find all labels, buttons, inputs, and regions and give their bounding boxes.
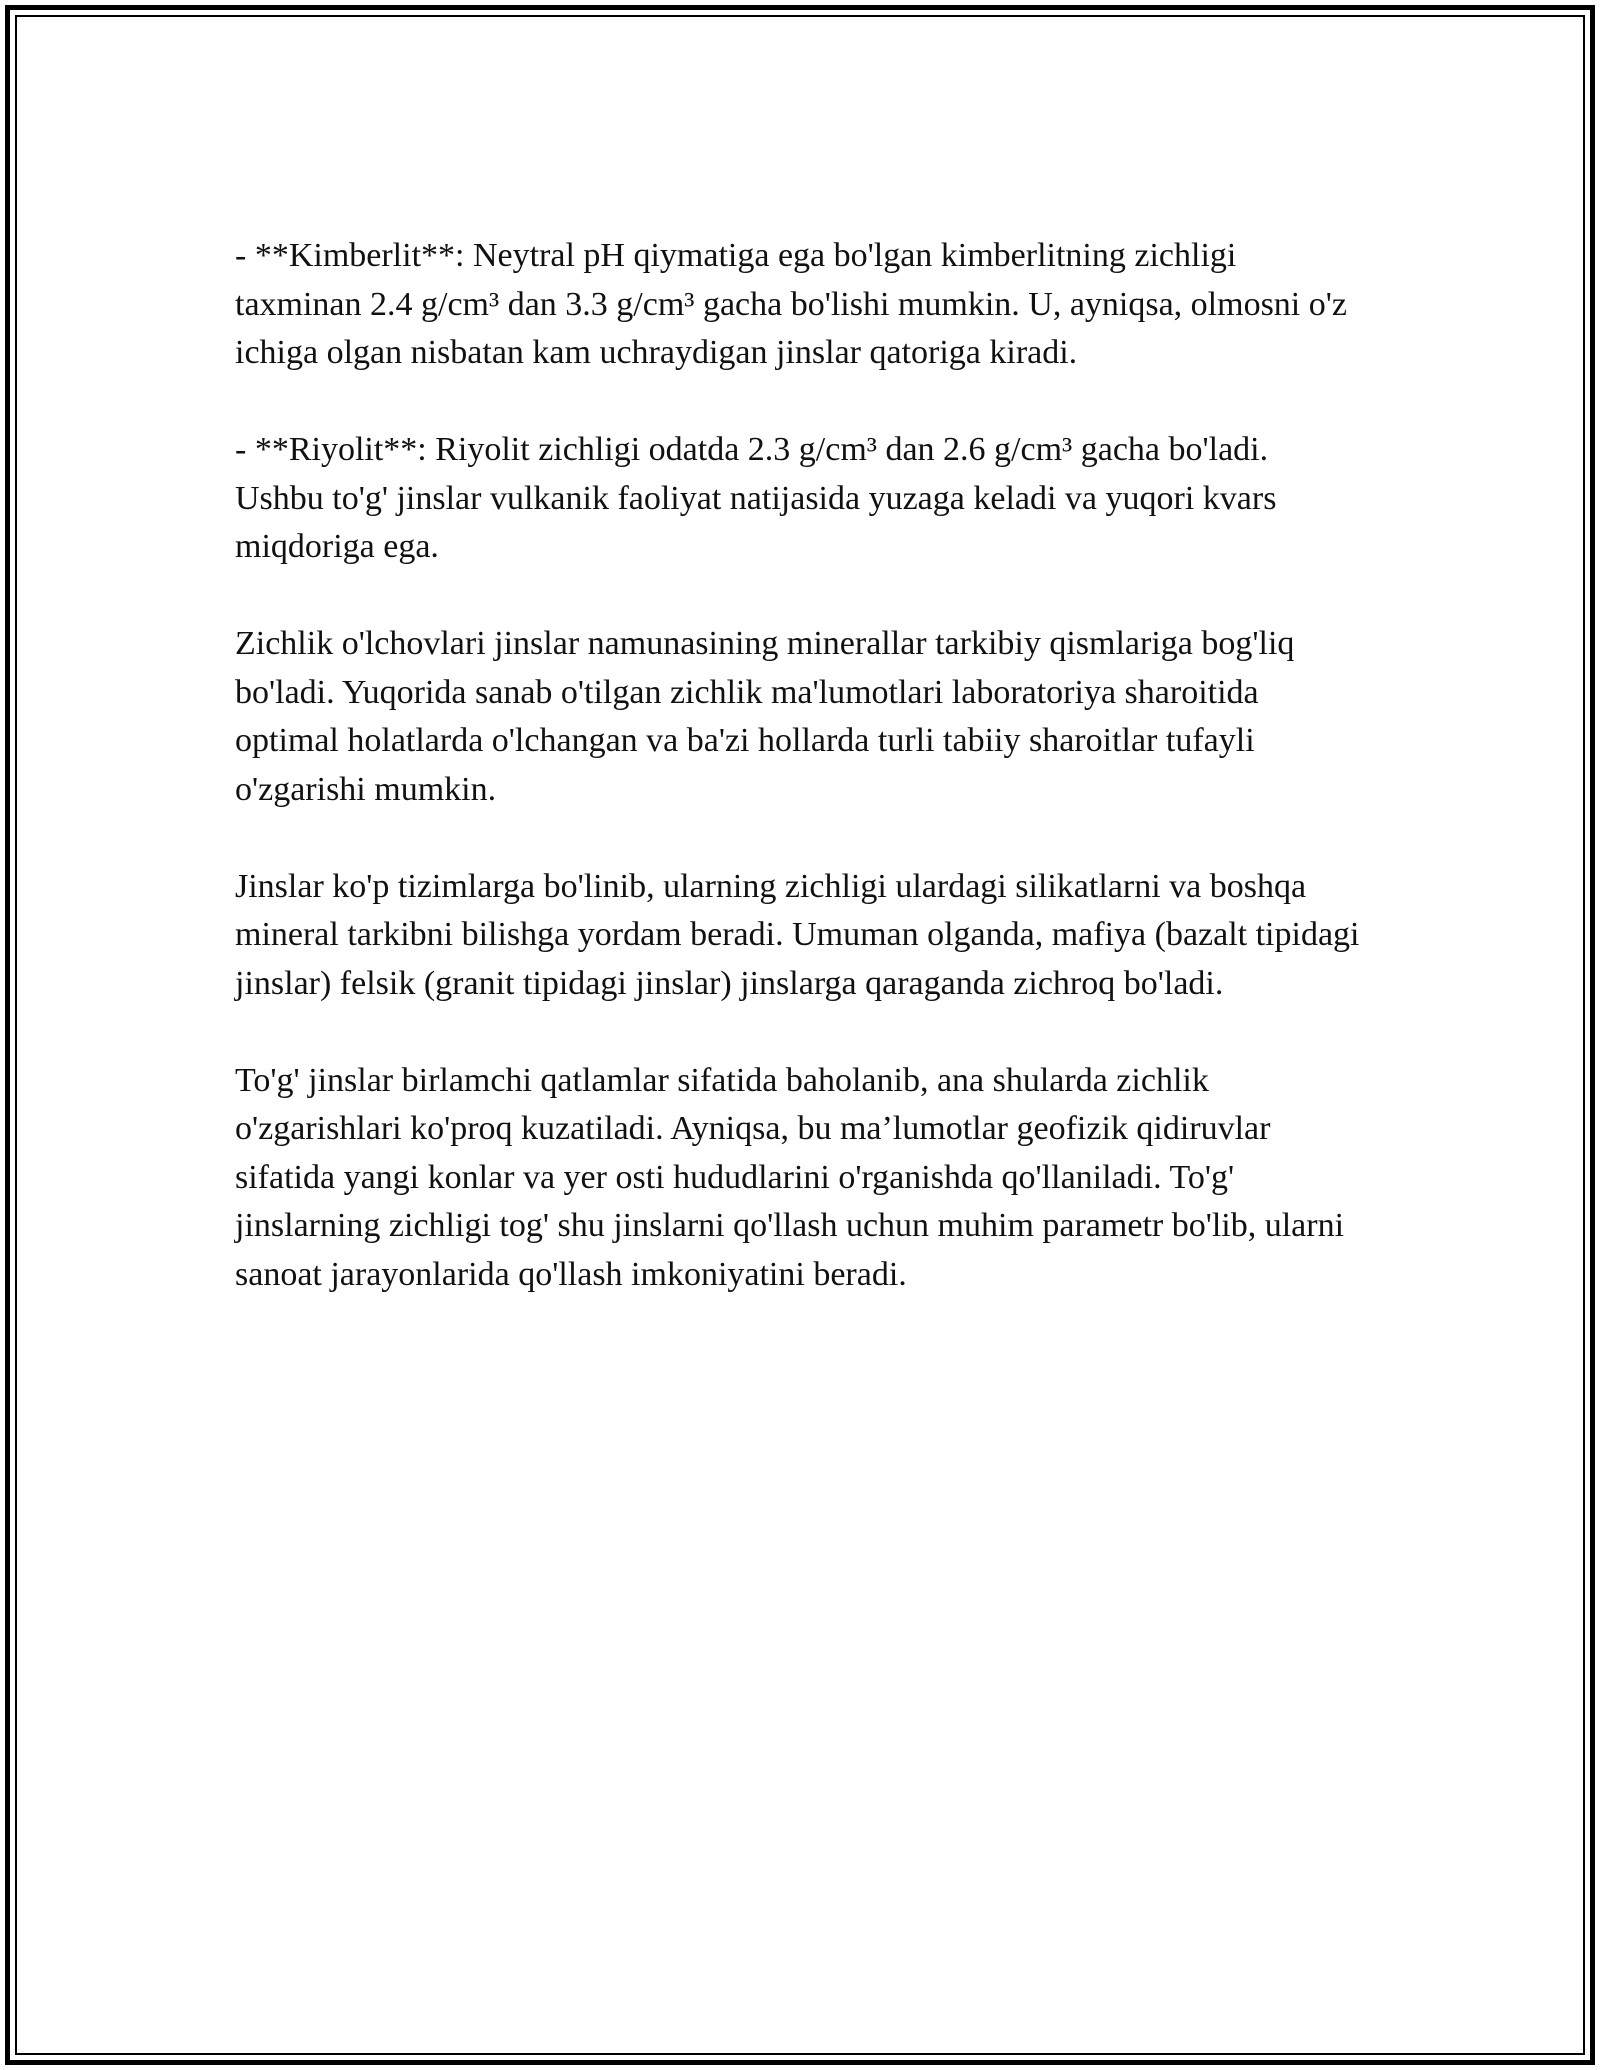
- paragraph-kimberlit: - **Kimberlit**: Neytral pH qiymatiga ega bo'lgan kimberlitning zichligi taxminan 2.4 g/cm³ dan 3.3 g/cm³ gacha bo'lishi mumkin. U, ayniqsa, olmosni o'z ichiga olgan nisbatan kam uchraydigan jinslar qatoriga kiradi.: [235, 237, 1347, 371]
- paragraph-rock-systems: Jinslar ko'p tizimlarga bo'linib, ularning zichligi ulardagi silikatlarni va boshqa mineral tarkibni bilishga yordam beradi. Umuman olganda, mafiya (bazalt tipidagi jinslar) felsik (granit tipidagi jinslar) jinslarga qaraganda zichroq bo'ladi.: [235, 867, 1360, 1002]
- paragraph-riyolit: - **Riyolit**: Riyolit zichligi odatda 2.3 g/cm³ dan 2.6 g/cm³ gacha bo'ladi. Ushbu to'g' jinslar vulkanik faoliyat natijasida yuzaga keladi va yuqori kvars miqdoriga ega.: [235, 431, 1277, 565]
- paragraph-rock-layers: To'g' jinslar birlamchi qatlamlar sifatida baholanib, ana shularda zichlik o'zgarishlari ko'proq kuzatiladi. Ayniqsa, bu ma’lumotlar geofizik qidiruvlar sifatida yangi konlar va yer osti hududlarini o'rganishda qo'llaniladi. To'g' jinslarning zichligi tog' shu jinslarni qo'llash uchun muhim parametr bo'lib, ularni sanoat jarayonlarida qo'llash imkoniyatini beradi.: [235, 1061, 1345, 1293]
- paragraph-density-measurements: Zichlik o'lchovlari jinslar namunasining minerallar tarkibiy qismlariga bog'liq bo'ladi. Yuqorida sanab o'tilgan zichlik ma'lumotlari laboratoriya sharoitida optimal holatlarda o'lchangan va ba'zi hollarda turli tabiiy sharoitlar tufayli o'zgarishi mumkin.: [235, 625, 1295, 808]
- document-body: [235, 232, 1365, 1348]
